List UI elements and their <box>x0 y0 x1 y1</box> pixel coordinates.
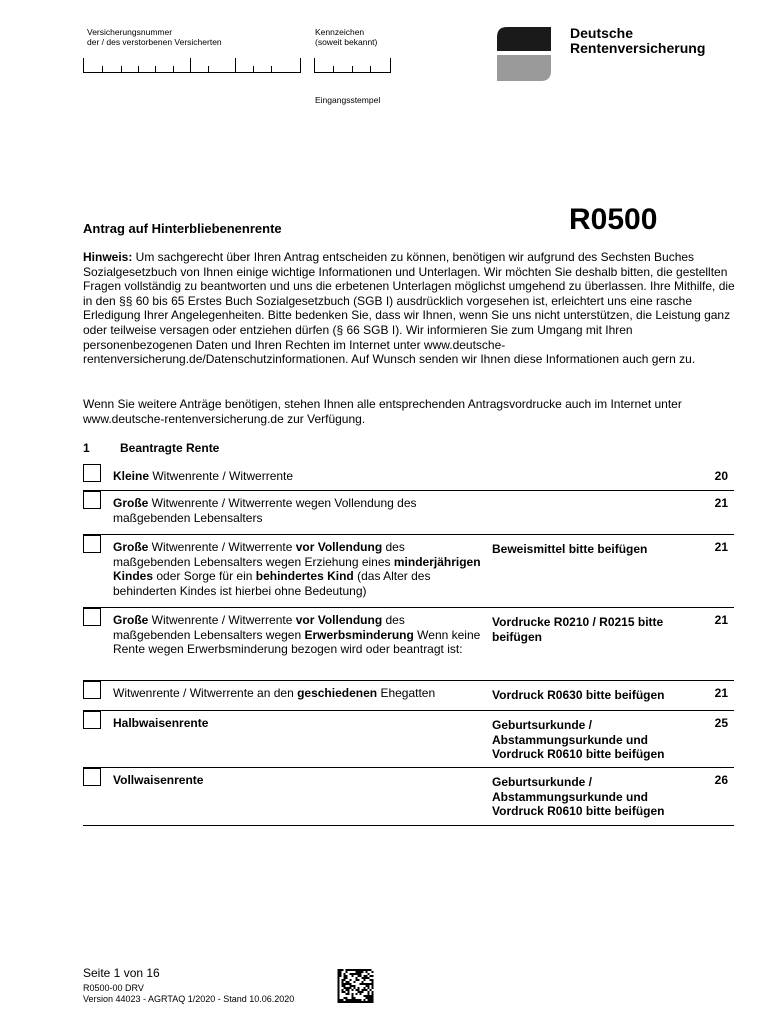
barcode-module <box>344 1001 346 1003</box>
pension-checkbox[interactable] <box>83 464 101 482</box>
barcode-module <box>348 983 350 985</box>
pension-type-text: vor Vollendung <box>295 613 383 627</box>
barcode-module <box>364 975 366 977</box>
pension-checkbox[interactable] <box>83 768 101 786</box>
form-number: R0500 <box>569 203 658 236</box>
pension-type-text: minderjährigen Kindes <box>113 554 481 584</box>
barcode-module <box>370 979 372 981</box>
barcode-module <box>342 981 344 983</box>
barcode-module <box>352 985 354 987</box>
barcode-module <box>364 969 366 971</box>
barcode-module <box>370 997 372 999</box>
barcode-module <box>340 971 342 973</box>
notice-text: Um sachgerecht über Ihren Antrag entscheiden zu können, benötigen wir aufgrund des Sechsten Buches Sozialgesetzbuch von Ihnen einige wichtige Informationen und Unterlagen. Wir möchten Sie deshalb bitten, die gestellten Fragen vollständig zu beantworten und uns die erbetenen Unterlagen möglichst umgehend zu überlassen. Ihre Mithilfe, die in den §§ 60 bis 65 Erstes Buch Sozialgesetzbuch (SGB I) ausdrücklich vorgesehen ist, erleichtert uns eine rasche Erledigung Ihrer Angelegenheiten. Bitte bedenken Sie, dass wir Ihnen, wenn Sie uns nicht unterstützen, die Leistung ganz oder teilweise versagen oder entziehen dürfen (§ 66 SGB I). Wir informieren Sie zum Umgang mit Ihren personenbezogenen Daten und Ihren Rechten im Internet unter www.deutsche-rentenversicherung.de/Datenschutzinformationen. Auf Wunsch senden wir Ihnen diese Informationen auch gern zu. <box>83 250 735 367</box>
barcode-module <box>368 973 370 975</box>
barcode-module <box>338 993 340 995</box>
data-matrix-barcode-icon <box>337 969 374 1003</box>
barcode-module <box>340 999 342 1001</box>
barcode-module <box>352 997 354 999</box>
identifier-field[interactable] <box>314 58 391 73</box>
pension-type-text: Kleine <box>113 469 150 483</box>
barcode-module <box>358 991 360 993</box>
pension-code: 21 <box>714 613 728 627</box>
comb-tick <box>333 66 334 72</box>
version-info: Version 44023 - AGRTAQ 1/2020 - Stand 10.06.2020 <box>83 994 295 1004</box>
barcode-module <box>338 971 340 973</box>
barcode-module <box>346 969 348 971</box>
comb-tick <box>190 58 191 72</box>
barcode-module <box>368 985 370 987</box>
pension-row <box>83 710 734 768</box>
barcode-module <box>350 973 352 975</box>
barcode-module <box>366 997 368 999</box>
barcode-module <box>358 987 360 989</box>
barcode-module <box>338 999 340 1001</box>
pension-type-text: vor Vollendung <box>295 540 383 554</box>
barcode-module <box>368 983 370 985</box>
barcode-module <box>342 969 344 971</box>
barcode-module <box>346 997 348 999</box>
barcode-module <box>366 975 368 977</box>
barcode-module <box>364 979 366 981</box>
barcode-module <box>356 1001 358 1003</box>
barcode-module <box>356 979 358 981</box>
pension-code: 25 <box>714 716 728 730</box>
barcode-module <box>362 991 364 993</box>
comb-tick <box>138 66 139 72</box>
barcode-module <box>356 977 358 979</box>
barcode-module <box>348 987 350 989</box>
barcode-module <box>344 991 346 993</box>
barcode-module <box>338 977 340 979</box>
barcode-module <box>348 989 350 991</box>
barcode-module <box>362 971 364 973</box>
pension-type-text: des maßgebenden Lebensalters wegen <box>113 613 405 642</box>
barcode-module <box>358 969 360 971</box>
barcode-module <box>348 993 350 995</box>
pension-type-text: Große <box>113 613 149 627</box>
barcode-module <box>370 995 372 997</box>
barcode-module <box>348 1001 350 1003</box>
barcode-module <box>356 969 358 971</box>
barcode-module <box>338 995 340 997</box>
barcode-module <box>372 985 374 987</box>
barcode-module <box>368 977 370 979</box>
barcode-module <box>340 975 342 977</box>
barcode-module <box>348 969 350 971</box>
barcode-module <box>368 991 370 993</box>
barcode-module <box>372 999 374 1001</box>
barcode-module <box>354 999 356 1001</box>
barcode-module <box>370 989 372 991</box>
barcode-module <box>372 993 374 995</box>
barcode-module <box>364 989 366 991</box>
barcode-module <box>338 997 340 999</box>
pension-type-label <box>113 540 483 598</box>
barcode-module <box>364 999 366 1001</box>
pension-type-text: Große <box>113 540 149 554</box>
barcode-module <box>352 999 354 1001</box>
barcode-module <box>338 973 340 975</box>
barcode-module <box>342 991 344 993</box>
pension-code: 26 <box>714 773 728 787</box>
barcode-module <box>360 973 362 975</box>
barcode-module <box>352 995 354 997</box>
required-documents-note: Geburtsurkunde / Abstammungsurkunde und Vordruck R0610 bitte beifügen <box>492 775 665 819</box>
pension-type-label <box>113 773 483 788</box>
barcode-module <box>372 983 374 985</box>
barcode-module <box>364 983 366 985</box>
barcode-module <box>344 983 346 985</box>
comb-tick <box>253 66 254 72</box>
barcode-module <box>344 997 346 999</box>
section-title: Beantragte Rente <box>120 441 220 455</box>
barcode-module <box>360 999 362 1001</box>
pension-type-text: behindertes Kind <box>255 569 354 584</box>
pension-type-text: Halbwaisenrente <box>113 716 209 730</box>
barcode-module <box>368 997 370 999</box>
pension-type-label <box>113 686 483 701</box>
comb-tick <box>235 58 236 72</box>
barcode-module <box>340 1001 342 1003</box>
barcode-module <box>364 1001 366 1003</box>
barcode-module <box>368 995 370 997</box>
barcode-module <box>366 985 368 987</box>
barcode-module <box>346 971 348 973</box>
barcode-module <box>338 991 340 993</box>
page-number: Seite 1 von 16 <box>83 966 160 980</box>
pension-checkbox[interactable] <box>83 711 101 729</box>
barcode-module <box>366 971 368 973</box>
pension-row <box>83 680 734 711</box>
required-documents-note: Beweismittel bitte beifügen <box>492 542 648 556</box>
pension-checkbox[interactable] <box>83 535 101 553</box>
barcode-module <box>352 969 354 971</box>
notice-paragraph <box>83 250 743 367</box>
pension-type-text: Witwenrente / Witwerrente <box>148 613 296 627</box>
barcode-module <box>368 1001 370 1003</box>
barcode-module <box>356 971 358 973</box>
barcode-module <box>368 993 370 995</box>
further-info-paragraph: Wenn Sie weitere Anträge benötigen, stehen Ihnen alle entsprechenden Antragsvordrucke auch im Internet unter www.deutsche-rentenversicherung.de zur Verfügung. <box>83 397 682 426</box>
pension-row <box>83 767 734 826</box>
barcode-module <box>358 1001 360 1003</box>
barcode-module <box>364 995 366 997</box>
pension-checkbox[interactable] <box>83 491 101 509</box>
receipt-stamp-label: Eingangsstempel <box>315 95 381 105</box>
barcode-module <box>370 975 372 977</box>
barcode-module <box>372 979 374 981</box>
barcode-module <box>368 999 370 1001</box>
drv-logo-text: Deutsche Rentenversicherung <box>570 25 706 56</box>
barcode-module <box>372 987 374 989</box>
barcode-module <box>362 981 364 983</box>
barcode-module <box>342 999 344 1001</box>
barcode-module <box>344 979 346 981</box>
barcode-module <box>372 981 374 983</box>
barcode-module <box>346 999 348 1001</box>
barcode-module <box>362 989 364 991</box>
pension-code: 21 <box>714 540 728 554</box>
barcode-module <box>362 983 364 985</box>
pension-type-label <box>113 469 483 484</box>
barcode-module <box>344 973 346 975</box>
comb-tick <box>208 66 209 72</box>
pension-type-text: Große <box>113 496 149 510</box>
barcode-module <box>358 973 360 975</box>
pension-checkbox[interactable] <box>83 608 101 626</box>
notice-label: Hinweis: <box>83 250 133 264</box>
pension-type-label <box>113 716 483 731</box>
section-number: 1 <box>83 441 90 455</box>
barcode-module <box>352 975 354 977</box>
pension-type-text: Witwenrente / Witwerrente <box>148 540 296 554</box>
pension-type-text: des maßgebenden Lebensalters wegen Erziehung eines <box>113 540 405 569</box>
barcode-module <box>342 989 344 991</box>
pension-row <box>83 534 734 608</box>
barcode-module <box>362 1001 364 1003</box>
barcode-module <box>342 985 344 987</box>
barcode-module <box>346 981 348 983</box>
barcode-module <box>360 1001 362 1003</box>
barcode-module <box>350 983 352 985</box>
barcode-module <box>348 981 350 983</box>
comb-tick <box>155 66 156 72</box>
barcode-module <box>350 979 352 981</box>
barcode-module <box>362 969 364 971</box>
barcode-module <box>358 999 360 1001</box>
barcode-module <box>344 975 346 977</box>
barcode-module <box>352 973 354 975</box>
barcode-module <box>350 969 352 971</box>
barcode-module <box>356 993 358 995</box>
barcode-module <box>362 977 364 979</box>
barcode-module <box>370 999 372 1001</box>
barcode-module <box>346 987 348 989</box>
barcode-module <box>346 1001 348 1003</box>
barcode-module <box>358 979 360 981</box>
barcode-module <box>352 1001 354 1003</box>
barcode-module <box>372 971 374 973</box>
barcode-module <box>368 987 370 989</box>
barcode-module <box>360 975 362 977</box>
barcode-module <box>338 975 340 977</box>
barcode-module <box>366 983 368 985</box>
pension-type-text: Witwenrente / Witwerrente wegen Vollendung des maßgebenden Lebensalters <box>113 496 417 525</box>
barcode-module <box>354 969 356 971</box>
form-code: R0500-00 DRV <box>83 983 144 993</box>
barcode-module <box>372 995 374 997</box>
barcode-module <box>344 987 346 989</box>
barcode-module <box>354 987 356 989</box>
barcode-module <box>338 1001 340 1003</box>
pension-type-text: Vollwaisenrente <box>113 773 204 787</box>
barcode-module <box>338 981 340 983</box>
barcode-module <box>342 979 344 981</box>
pension-type-text: Witwenrente / Witwerrente an den <box>113 686 298 700</box>
barcode-module <box>372 975 374 977</box>
required-documents-note: Vordrucke R0210 / R0215 bitte beifügen <box>492 615 664 644</box>
pension-type-text: Witwenrente / Witwerrente <box>149 469 294 483</box>
barcode-module <box>356 973 358 975</box>
barcode-module <box>372 1001 374 1003</box>
comb-tick <box>271 66 272 72</box>
pension-type-text: Wenn keine Rente wegen Erwerbsminderung bezogen wird oder beantragt ist: <box>113 627 481 657</box>
pension-row <box>83 463 734 491</box>
barcode-module <box>344 977 346 979</box>
barcode-module <box>366 969 368 971</box>
barcode-module <box>372 991 374 993</box>
comb-tick <box>102 66 103 72</box>
barcode-module <box>370 969 372 971</box>
barcode-module <box>346 989 348 991</box>
barcode-module <box>358 989 360 991</box>
barcode-module <box>358 971 360 973</box>
pension-code: 21 <box>714 686 728 700</box>
pension-code: 21 <box>714 496 728 510</box>
barcode-module <box>350 999 352 1001</box>
pension-type-text: Erwerbsminderung <box>304 627 414 642</box>
pension-type-text: Ehegatten <box>377 686 436 700</box>
barcode-module <box>342 983 344 985</box>
required-documents-note: Vordruck R0630 bitte beifügen <box>492 688 665 702</box>
comb-tick <box>121 66 122 72</box>
insurance-number-label: Versicherungsnummer der / des verstorbenen Versicherten <box>87 27 222 47</box>
pension-type-text: oder Sorge für ein <box>153 569 256 584</box>
barcode-module <box>354 985 356 987</box>
comb-tick <box>370 66 371 72</box>
barcode-module <box>338 969 340 971</box>
barcode-module <box>356 989 358 991</box>
barcode-module <box>346 975 348 977</box>
barcode-module <box>354 981 356 983</box>
barcode-module <box>350 987 352 989</box>
barcode-module <box>352 993 354 995</box>
pension-row <box>83 607 734 681</box>
barcode-module <box>346 993 348 995</box>
barcode-module <box>360 993 362 995</box>
comb-tick <box>173 66 174 72</box>
barcode-module <box>360 983 362 985</box>
drv-logo-icon <box>497 27 551 81</box>
barcode-module <box>364 987 366 989</box>
barcode-module <box>370 1001 372 1003</box>
barcode-module <box>338 983 340 985</box>
comb-tick <box>352 66 353 72</box>
barcode-module <box>342 1001 344 1003</box>
barcode-module <box>338 989 340 991</box>
barcode-module <box>360 991 362 993</box>
barcode-module <box>366 995 368 997</box>
pension-type-label <box>113 613 483 657</box>
pension-checkbox[interactable] <box>83 681 101 699</box>
required-documents-note: Geburtsurkunde / Abstammungsurkunde und Vordruck R0610 bitte beifügen <box>492 718 665 762</box>
pension-row <box>83 490 734 535</box>
barcode-module <box>340 973 342 975</box>
barcode-module <box>354 997 356 999</box>
document-title: Antrag auf Hinterbliebenenrente <box>83 221 282 236</box>
barcode-module <box>346 983 348 985</box>
barcode-module <box>366 977 368 979</box>
barcode-module <box>338 979 340 981</box>
barcode-module <box>358 975 360 977</box>
barcode-module <box>352 989 354 991</box>
barcode-module <box>366 1001 368 1003</box>
barcode-module <box>372 997 374 999</box>
barcode-module <box>340 969 342 971</box>
barcode-module <box>348 991 350 993</box>
pension-type-text: geschiedenen <box>297 686 378 700</box>
barcode-module <box>348 999 350 1001</box>
pension-type-text: (das Alter des behinderten Kindes ist hierbei ohne Bedeutung) <box>113 569 431 598</box>
identifier-label: Kennzeichen (soweit bekannt) <box>315 27 378 47</box>
barcode-module <box>350 1001 352 1003</box>
barcode-module <box>354 973 356 975</box>
pension-code: 20 <box>714 469 728 483</box>
barcode-module <box>370 983 372 985</box>
footer-meta <box>83 983 294 1005</box>
barcode-module <box>354 1001 356 1003</box>
barcode-module <box>350 985 352 987</box>
barcode-module <box>344 985 346 987</box>
barcode-module <box>346 977 348 979</box>
barcode-module <box>366 989 368 991</box>
barcode-module <box>360 969 362 971</box>
pension-type-label <box>113 496 483 525</box>
barcode-module <box>338 985 340 987</box>
barcode-module <box>356 999 358 1001</box>
barcode-module <box>364 977 366 979</box>
barcode-module <box>368 969 370 971</box>
barcode-module <box>338 987 340 989</box>
insurance-number-field[interactable] <box>83 58 301 73</box>
barcode-module <box>360 971 362 973</box>
